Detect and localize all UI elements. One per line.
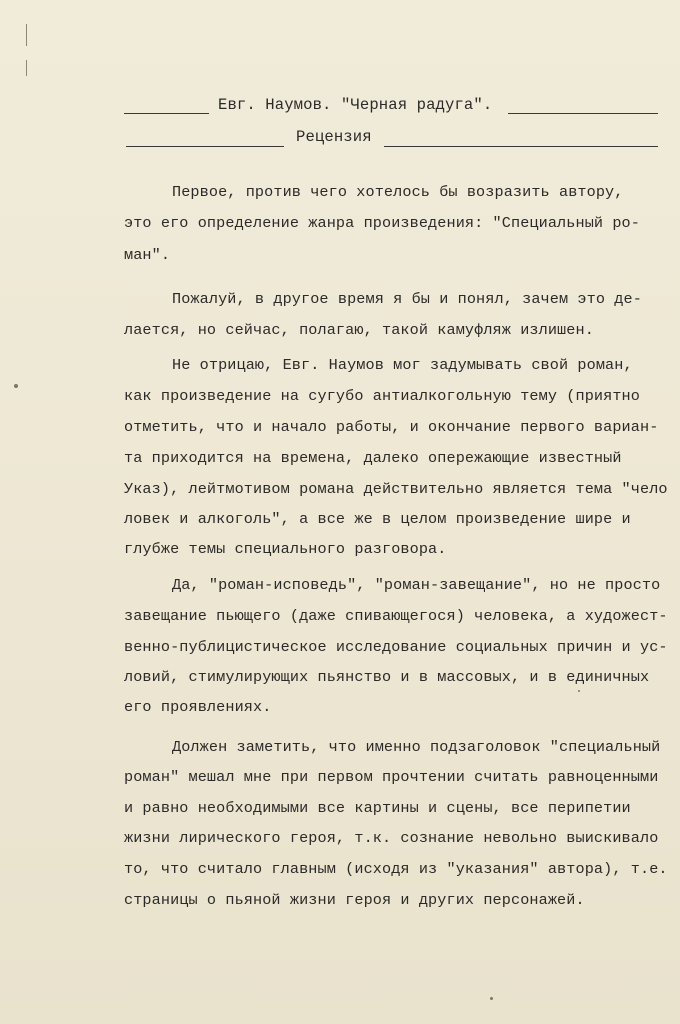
margin-tick-mark	[26, 60, 27, 76]
body-line: та приходится на времена, далеко опережающие известный	[124, 449, 622, 467]
body-line: и равно необходимыми все картины и сцены, все перипетии	[124, 799, 631, 817]
body-line: Да, "роман-исповедь", "роман-завещание", но не просто	[172, 576, 661, 594]
subtitle-underline-right	[384, 146, 658, 147]
body-line: Должен заметить, что именно подзаголовок "специальный	[172, 738, 661, 756]
document-title: Евг. Наумов. "Черная радуга".	[218, 96, 493, 114]
body-line: это его определение жанра произведения: "Специальный ро-	[124, 214, 640, 232]
body-line: завещание пьющего (даже спивающегося) человека, а художест-	[124, 607, 668, 625]
subtitle-underline-left	[126, 146, 284, 147]
body-line: ловек и алкоголь", а все же в целом произведение шире и	[124, 510, 631, 528]
ink-speck	[578, 690, 580, 692]
title-underline-left	[124, 113, 209, 114]
body-line: ловий, стимулирующих пьянство и в массовых, и в единичных	[124, 668, 650, 686]
body-line: то, что считало главным (исходя из "указания" автора), т.е.	[124, 860, 668, 878]
body-line: жизни лирического героя, т.к. сознание невольно выискивало	[124, 829, 659, 847]
body-line: роман" мешал мне при первом прочтении считать равноценными	[124, 768, 659, 786]
document-subtitle: Рецензия	[296, 128, 372, 146]
title-underline-right	[508, 113, 658, 114]
ink-speck	[490, 997, 493, 1000]
body-line: глубже темы специального разговора.	[124, 540, 447, 558]
ink-speck	[14, 384, 18, 388]
body-line: лается, но сейчас, полагаю, такой камуфляж излишен.	[124, 321, 594, 339]
body-line: страницы о пьяной жизни героя и других персонажей.	[124, 891, 585, 909]
body-line: Не отрицаю, Евг. Наумов мог задумывать свой роман,	[172, 356, 633, 374]
body-line: венно-публицистическое исследование социальных причин и ус-	[124, 638, 668, 656]
body-line: ман".	[124, 246, 171, 264]
body-line: Пожалуй, в другое время я бы и понял, зачем это де-	[172, 290, 642, 308]
body-line: отметить, что и начало работы, и окончание первого вариан-	[124, 418, 659, 436]
body-line: его проявлениях.	[124, 698, 272, 716]
body-line: Первое, против чего хотелось бы возразить автору,	[172, 183, 624, 201]
body-line: Указ), лейтмотивом романа действительно является тема "чело	[124, 480, 668, 498]
body-line: как произведение на сугубо антиалкогольную тему (приятно	[124, 387, 640, 405]
margin-tick-mark	[26, 24, 27, 46]
